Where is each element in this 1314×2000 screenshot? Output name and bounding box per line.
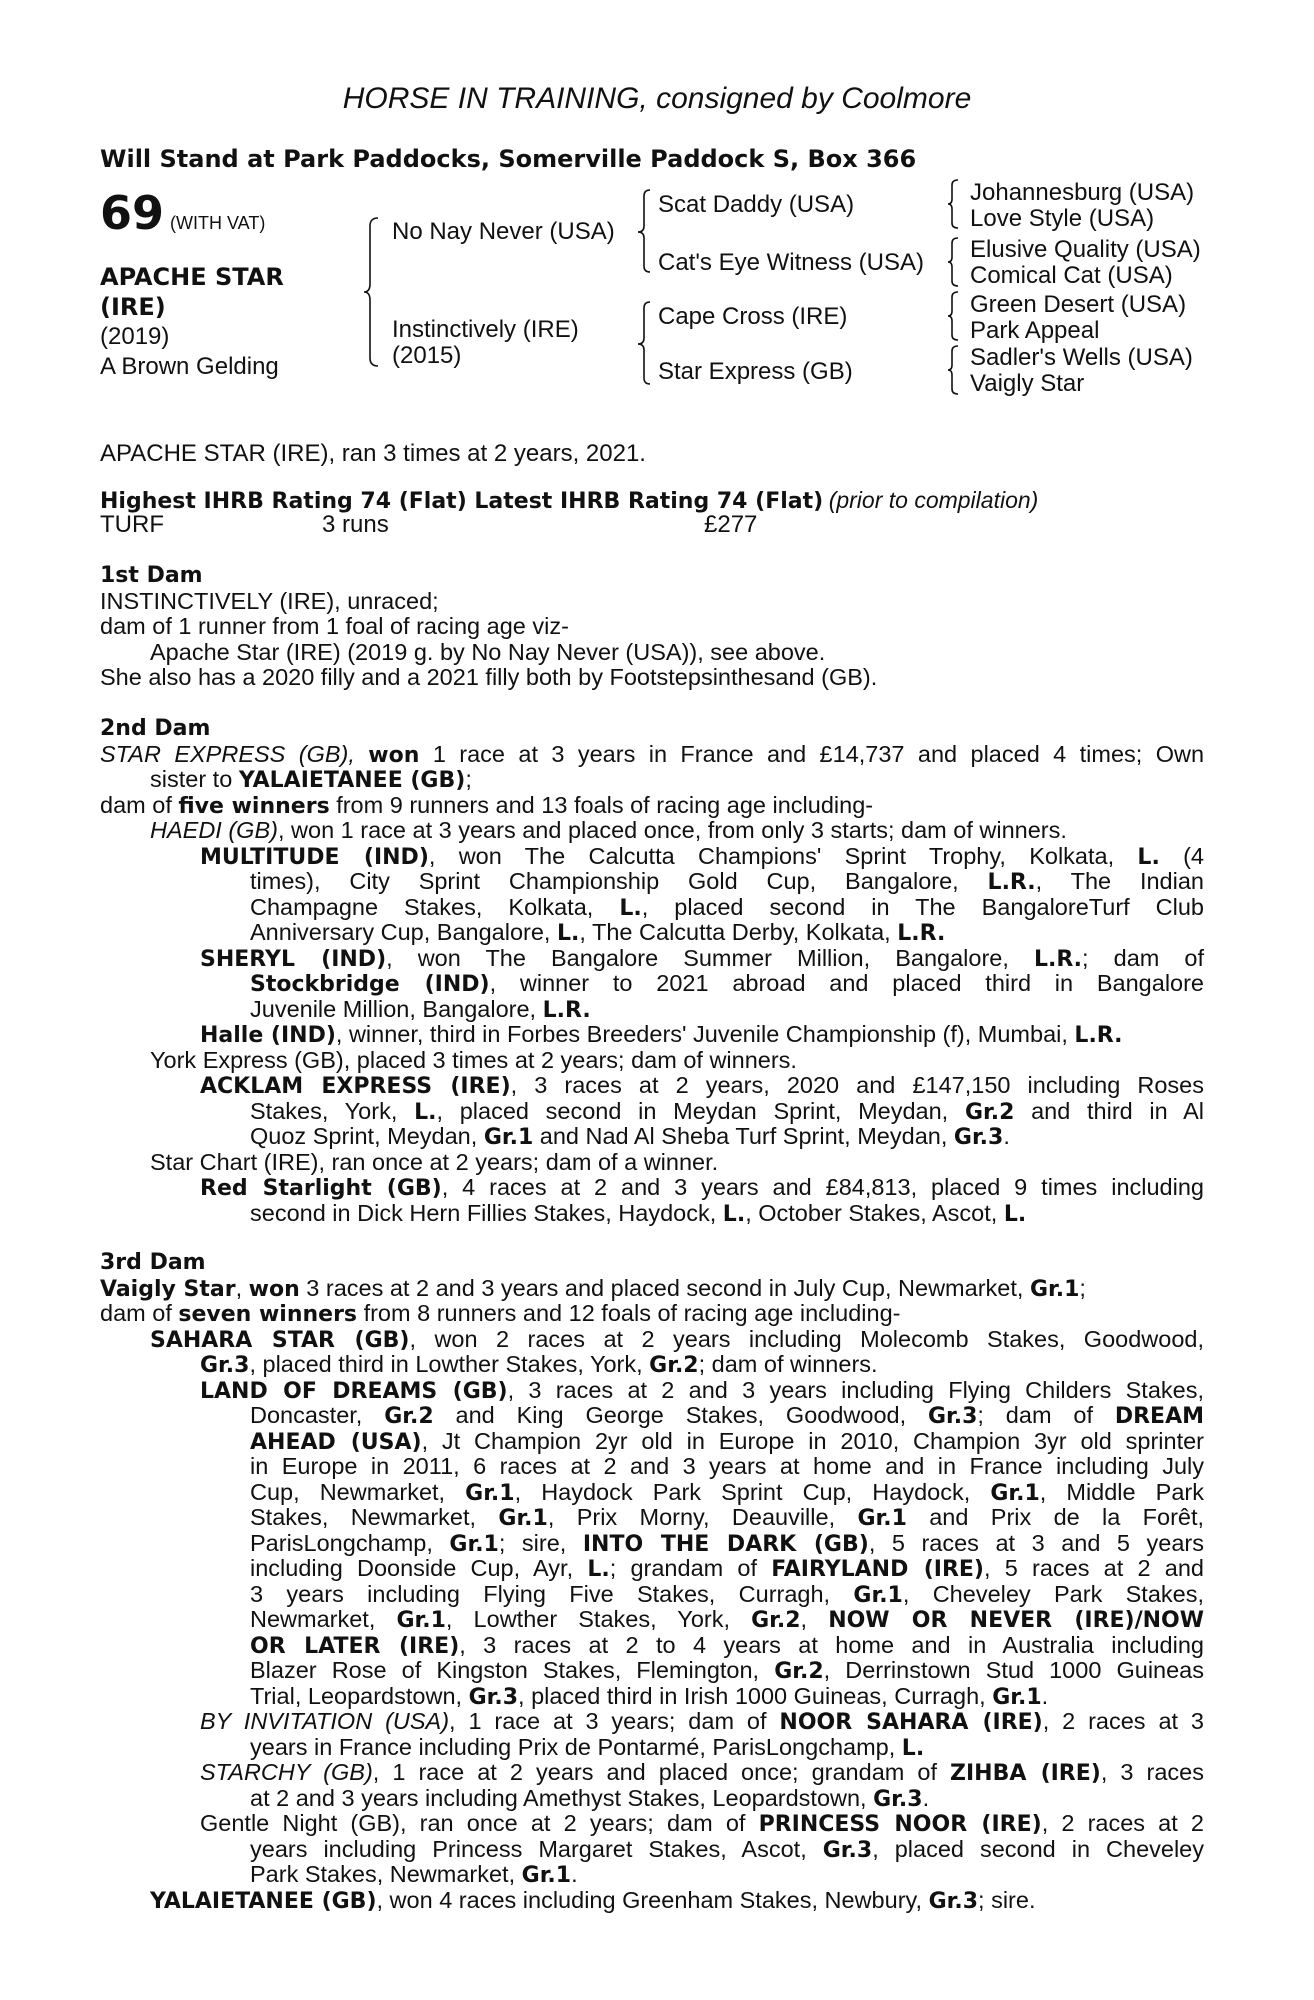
text-line: SAHARA STAR (GB), won 2 races at 2 years including Molecomb Stakes, Goodwood, <box>150 1325 1205 1353</box>
rating-text: Highest IHRB Rating 74 (Flat) Latest IHRB Rating 74 (Flat) <box>100 489 824 514</box>
text-line: 3 years including Flying Five Stakes, Curragh, Gr.1, Cheveley Park Stakes, <box>250 1580 1205 1608</box>
third-dam-section <box>100 1250 1204 1913</box>
third-dam-title: 3rd Dam <box>100 1250 206 1275</box>
lot-number-block <box>100 186 265 240</box>
text-line: ACKLAM EXPRESS (IRE), 3 races at 2 years, 2020 and £147,150 including Roses <box>200 1072 1204 1099</box>
pedigree-dam-dam: Star Express (GB) <box>658 358 853 385</box>
text-line: dam of seven winners from 8 runners and 12 foals of racing age including- <box>100 1300 901 1327</box>
pedigree-bracket-ds <box>948 292 960 340</box>
text-line: dam of five winners from 9 runners and 13 foals of racing age including- <box>100 791 874 819</box>
pedigree-ddd: Vaigly Star <box>970 370 1085 397</box>
text-line: HAEDI (GB), won 1 race at 3 years and placed once, from only 3 starts; dam of winners. <box>150 817 1067 843</box>
text-line: LAND OF DREAMS (GB), 3 races at 2 and 3 years including Flying Childers Stakes, <box>200 1376 1205 1404</box>
page-header: HORSE IN TRAINING, consigned by Coolmore <box>342 82 972 115</box>
first-dam-line: Apache Star (IRE) (2019 g. by No Nay Never (USA)), see above. <box>150 638 826 665</box>
pedigree-bracket-dd <box>948 346 960 394</box>
first-dam-line: INSTINCTIVELY (IRE), unraced; <box>100 587 439 614</box>
pedigree-dam-year: (2015) <box>392 342 462 369</box>
text-line: Vaigly Star, won 3 races at 2 and 3 years and placed second in July Cup, Newmarket, Gr.1; <box>100 1274 1086 1302</box>
stand-location: Will Stand at Park Paddocks, Somerville Paddock S, Box 366 <box>100 145 917 173</box>
text-line: Doncaster, Gr.2 and King George Stakes, Goodwood, Gr.3; dam of DREAM <box>250 1402 1204 1429</box>
text-line: Star Chart (IRE), ran once at 2 years; dam of a winner. <box>150 1148 719 1175</box>
text-line: York Express (GB), placed 3 times at 2 years; dam of winners. <box>150 1046 797 1073</box>
text-line: including Doonside Cup, Ayr, L.; grandam of FAIRYLAND (IRE), 5 races at 2 and <box>250 1555 1204 1582</box>
text-line: second in Dick Hern Fillies Stakes, Haydock, L., October Stakes, Ascot, L. <box>250 1199 1027 1227</box>
rating-note: (prior to compilation) <box>828 487 1039 513</box>
text-line: Champagne Stakes, Kolkata, L., placed second in The BangaloreTurf Club <box>250 893 1204 921</box>
text-line: at 2 and 3 years including Amethyst Stakes, Leopardstown, Gr.3. <box>250 1784 930 1812</box>
text-line: Stakes, Newmarket, Gr.1, Prix Morny, Deauville, Gr.1 and Prix de la Forêt, <box>250 1504 1205 1531</box>
second-dam-title: 2nd Dam <box>100 716 211 741</box>
text-line: Halle (IND), winner, third in Forbes Breeders' Juvenile Championship (f), Mumbai, L.R. <box>200 1021 1123 1048</box>
text-line: sister to YALAIETANEE (GB); <box>150 766 472 793</box>
first-dam-title: 1st Dam <box>100 563 203 588</box>
pedigree-sds: Elusive Quality (USA) <box>970 236 1201 263</box>
text-line: STAR EXPRESS (GB), won 1 race at 3 years in France and £14,737 and placed 4 times; Own <box>100 740 1205 768</box>
rating-surface: TURF <box>100 511 164 538</box>
text-line: Newmarket, Gr.1, Lowther Stakes, York, Gr.2, NOW OR NEVER (IRE)/NOW <box>250 1606 1205 1633</box>
text-line: Park Stakes, Newmarket, Gr.1. <box>250 1861 578 1888</box>
pedigree-ssd: Love Style (USA) <box>970 205 1155 232</box>
pedigree-bracket-sire <box>638 190 654 274</box>
text-line: Red Starlight (GB), 4 races at 2 and 3 years and £84,813, placed 9 times including <box>200 1174 1204 1201</box>
race-summary: APACHE STAR (IRE), ran 3 times at 2 years, 2021. <box>100 440 646 467</box>
text-line: BY INVITATION (USA), 1 race at 3 years; dam of NOOR SAHARA (IRE), 2 races at 3 <box>200 1708 1204 1735</box>
pedigree-sdd: Comical Cat (USA) <box>970 262 1173 289</box>
rating-runs: 3 runs <box>322 511 389 538</box>
pedigree-sire-dam: Cat's Eye Witness (USA) <box>658 249 924 276</box>
first-dam-line: dam of 1 runner from 1 foal of racing age viz- <box>100 613 569 639</box>
text-line: STARCHY (GB), 1 race at 2 years and placed once; grandam of ZIHBA (IRE), 3 races <box>200 1759 1205 1786</box>
text-line: SHERYL (IND), won The Bangalore Summer Million, Bangalore, L.R.; dam of <box>200 944 1204 972</box>
text-line: Blazer Rose of Kingston Stakes, Flemington, Gr.2, Derrinstown Stud 1000 Guineas <box>250 1657 1205 1684</box>
horse-year: (2019) <box>100 323 170 350</box>
rating-line <box>100 487 1038 514</box>
first-dam-line: She also has a 2020 filly and a 2021 filly both by Footstepsinthesand (GB). <box>100 664 878 690</box>
first-dam-section <box>100 563 1204 691</box>
text-line: Gentle Night (GB), ran once at 2 years; dam of PRINCESS NOOR (IRE), 2 races at 2 <box>200 1810 1204 1837</box>
horse-name: APACHE STAR <box>100 263 284 291</box>
lot-number: 69 <box>100 186 165 240</box>
horse-info <box>100 262 284 382</box>
text-line: Trial, Leopardstown, Gr.3, placed third in Irish 1000 Guineas, Curragh, Gr.1. <box>250 1682 1049 1710</box>
text-line: Anniversary Cup, Bangalore, L., The Calcutta Derby, Kolkata, L.R. <box>250 919 946 946</box>
text-line: Juvenile Million, Bangalore, L.R. <box>250 995 591 1023</box>
rating-earnings: £277 <box>704 511 758 538</box>
pedigree-sire: No Nay Never (USA) <box>392 218 615 245</box>
pedigree-dam-sire: Cape Cross (IRE) <box>658 303 848 330</box>
pedigree-sss: Johannesburg (USA) <box>970 179 1195 206</box>
pedigree-bracket-dam <box>638 302 654 386</box>
pedigree-dam: Instinctively (IRE) <box>392 316 579 343</box>
text-line: Quoz Sprint, Meydan, Gr.1 and Nad Al Sheba Turf Sprint, Meydan, Gr.3. <box>250 1123 1010 1150</box>
text-line: MULTITUDE (IND), won The Calcutta Champions' Sprint Trophy, Kolkata, L. (4 <box>200 842 1205 870</box>
pedigree-dsd: Park Appeal <box>970 317 1100 344</box>
text-line: Stockbridge (IND), winner to 2021 abroad and placed third in Bangalore <box>250 970 1204 997</box>
vat-note: (WITH VAT) <box>170 213 266 233</box>
text-line: years in France including Prix de Pontarmé, ParisLongchamp, L. <box>250 1733 925 1761</box>
pedigree-bracket-ss <box>948 180 960 228</box>
pedigree-dss: Green Desert (USA) <box>970 291 1187 318</box>
text-line: OR LATER (IRE), 3 races at 2 to 4 years at home and in Australia including <box>250 1631 1204 1659</box>
text-line: times), City Sprint Championship Gold Cup, Bangalore, L.R., The Indian <box>250 868 1204 895</box>
second-dam-section <box>100 716 1204 1226</box>
pedigree-bracket-main <box>364 218 384 368</box>
text-line: years including Princess Margaret Stakes, Ascot, Gr.3, placed second in Cheveley <box>250 1835 1204 1863</box>
text-line: Stakes, York, L., placed second in Meydan Sprint, Meydan, Gr.2 and third in Al <box>250 1097 1205 1125</box>
text-line: YALAIETANEE (GB), won 4 races including Greenham Stakes, Newbury, Gr.3; sire. <box>150 1886 1036 1914</box>
horse-suffix: (IRE) <box>100 293 166 321</box>
pedigree-bracket-sd <box>948 238 960 286</box>
pedigree-dds: Sadler's Wells (USA) <box>970 344 1193 371</box>
pedigree-sire-sire: Scat Daddy (USA) <box>658 191 855 218</box>
text-line: ParisLongchamp, Gr.1; sire, INTO THE DARK (GB), 5 races at 3 and 5 years <box>250 1529 1204 1557</box>
text-line: Gr.3, placed third in Lowther Stakes, York, Gr.2; dam of winners. <box>200 1351 878 1378</box>
text-line: in Europe in 2011, 6 races at 2 and 3 years at home and in France including July <box>250 1453 1204 1479</box>
horse-description: A Brown Gelding <box>100 353 279 380</box>
text-line: AHEAD (USA), Jt Champion 2yr old in Europe in 2010, Champion 3yr old sprinter <box>250 1427 1204 1455</box>
text-line: Cup, Newmarket, Gr.1, Haydock Park Sprint Cup, Haydock, Gr.1, Middle Park <box>250 1478 1204 1506</box>
